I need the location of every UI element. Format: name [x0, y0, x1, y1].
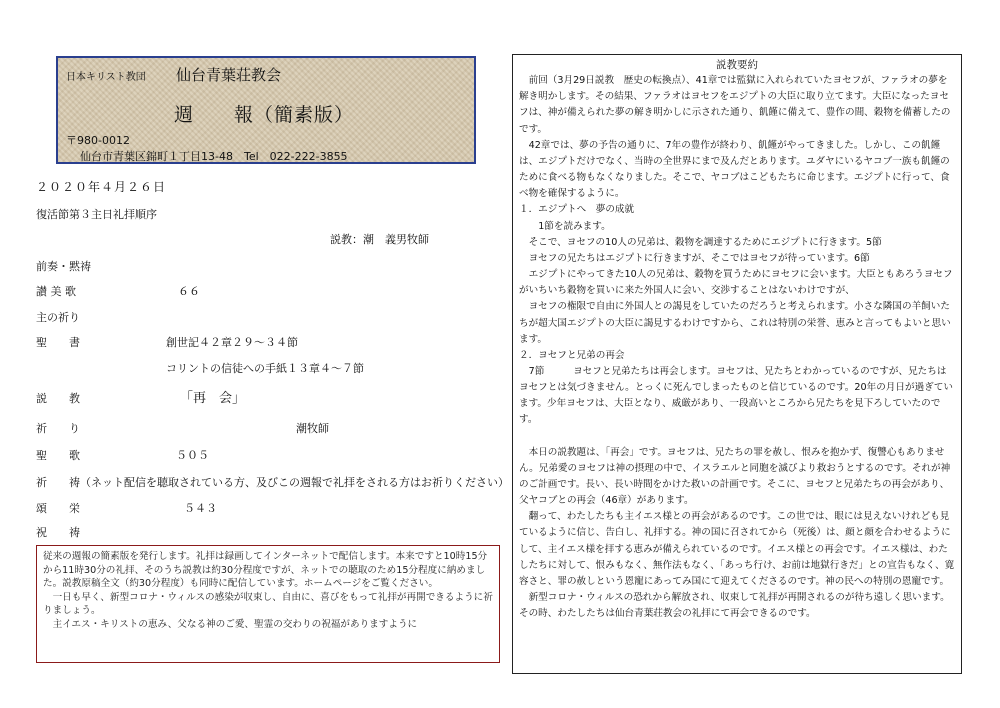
lords-prayer: 主の祈り	[36, 311, 80, 324]
scripture-label: 聖 書	[36, 336, 80, 349]
sermon-summary-box	[512, 54, 962, 674]
hymn2-label: 聖 歌	[36, 449, 80, 462]
summary-paragraph: 翻って、わたしたちも主イエス様との再会があるのです。この世では、眼には見えないけれども見ているように信じ、告白し、礼拝する。神の国に召されてから（死後）は、顔と顔を合わせるようにして、主イエス様を拝する恵みが備えられているのです。イエス様との再会です。イエス様は、わたしたちに対して、恨みもなく、無作法もなく、「あっち行け、お前は地獄行きだ」との宣告もなく、寛容さと、罪の赦しという恩寵にあってみ国にて迎えてくださるのです。神の民への特別の恩寵です。	[519, 511, 955, 587]
denomination: 日本キリスト教団	[66, 72, 146, 83]
sermon-title: 「再 会」	[180, 391, 246, 406]
prayer-label: 祈 り	[36, 422, 80, 435]
hymn2-number: ５０５	[176, 449, 209, 462]
postal-code: 〒980-0012	[66, 134, 130, 147]
notice-paragraph: 従来の週報の簡素版を発行します。礼拝は録画してインターネットで配信します。本来ですと10時15分から11時30分の礼拝、そのうち説教は約30分程度ですが、ネットでの聴取のため15分程度に納めました。説教原稿全文（約30分程度）も同時に配信しています。ホームページをご覧ください。	[43, 551, 488, 590]
summary-paragraph: 7節 ヨセフと兄弟たちは再会します。ヨセフは、兄たちとわかっているのですが、兄たちはヨセフとは気づきません。とっくに死んでしまったものと信じているのです。20年の月日が過ぎています。少年ヨセフは、大臣となり、威厳があり、一段高いところから兄たちを見下ろしていたのです。	[519, 365, 953, 426]
doxology-label: 頌 栄	[36, 502, 80, 515]
church-name: 仙台青葉荘教会	[176, 66, 282, 84]
hymn1-number: ６６	[178, 285, 200, 298]
summary-section-heading: １．エジプトへ 夢の成就	[519, 204, 635, 216]
summary-paragraph: 42章では、夢の予告の通りに、7年の豊作が終わり、飢饉がやってきました。しかし、この飢饉は、エジプトだけでなく、当時の全世界にまで及んだとあります。ユダヤにいるヤコブ一族も飢饉のために食べる物もなくなりました。そこで、ヤコブはこどもたちに命じます。エジプトに行って、食べ物を確保するように。	[519, 139, 950, 200]
doxology-number: ５４３	[184, 502, 217, 515]
church-address: 仙台市青葉区錦町１丁目13-48 Tel 022-222-3855	[80, 150, 348, 163]
benediction: 祝 祷	[36, 526, 80, 539]
summary-paragraph: ヨセフの兄たちはエジプトに行きますが、そこではヨセフが待っています。6節	[528, 252, 870, 264]
notice-box	[36, 545, 500, 663]
summary-paragraph: 前回（3月29日説教 歴史の転換点）、41章では監獄に入れられていたヨセフが、ファラオの夢を解き明かします。その結果、ファラオはヨセフをエジプトの大臣に取り立てます。大臣になったヨセフは、神が備えられた夢の解き明かしに示された通り、飢饉に備えて、豊作の間、穀物を備蓄したのです。	[519, 75, 951, 135]
prayer-by: 潮牧師	[296, 422, 329, 435]
hymn1-label: 讃 美 歌	[36, 285, 76, 298]
summary-paragraph: エジプトにやってきた10人の兄弟は、穀物を買うためにヨセフに会います。大臣ともあろうヨセフがいちいち穀物を買いに来た外国人に会い、交渉することはないわけですが、	[519, 269, 953, 297]
preacher: 説教：潮 義男牧師	[330, 233, 429, 246]
summary-paragraph: ヨセフの権限で自由に外国人との謁見をしていたのだろうと考えられます。小さな隣国の羊飼いたちが超大国エジプトの大臣に謁見するわけですから、これは特別の栄誉、恵みと言ってもよいと思います。	[519, 301, 951, 345]
summary-section-heading: ２．ヨセフと兄弟の再会	[519, 349, 625, 361]
scripture-1: 創世記４２章２９～３４節	[166, 336, 298, 349]
prelude: 前奏・黙祷	[36, 260, 91, 273]
notice-paragraph: 一日も早く、新型コロナ・ウィルスの感染が収束し、自由に、喜びをもって礼拝が再開できるように祈りましょう。	[43, 591, 493, 617]
intercession: 祈 祷（ネット配信を聴取されている方、及びこの週報で礼拝をされる方はお祈りください）	[36, 476, 509, 489]
summary-paragraph: そこで、ヨセフの10人の兄弟は、穀物を調達するためにエジプトに行きます。5節	[528, 236, 882, 248]
summary-paragraph: 1節を読みます。	[538, 220, 611, 232]
notice-blessing: 主イエス・キリストの恵み、父なる神のご愛、聖霊の交わりの祝福がありますように	[52, 618, 418, 630]
summary-title: 説教要約	[716, 59, 758, 71]
church-header-box	[56, 56, 476, 164]
bulletin-title: 週 報（簡素版）	[174, 104, 355, 126]
scripture-2: コリントの信徒への手紙１３章４～７節	[166, 362, 364, 375]
summary-paragraph: 本日の説教題は、「再会」です。ヨセフは、兄たちの罪を赦し、恨みを抱かず、復讐心もありません。兄弟愛のヨセフは神の摂理の中で、イスラエルと同胞を滅びより救おうとするのです。それが神のご計画です。長い、長い時間をかけた救いの計画です。そこに、ヨセフと兄弟たちの再会があり、父ヤコブとの再会（46章）があります。	[519, 446, 951, 507]
service-heading: 復活節第３主日礼拝順序	[36, 208, 157, 221]
service-date: ２０２０年４月２６日	[36, 180, 167, 194]
summary-spacer	[519, 429, 955, 445]
sermon-label: 説 教	[36, 392, 80, 405]
summary-paragraph: 新型コロナ・ウィルスの恐れから解放され、収束して礼拝が再開されるのが待ち遠しく思います。その時、わたしたちは仙台青葉荘教会の礼拝にて再会できるのです。	[519, 592, 950, 620]
